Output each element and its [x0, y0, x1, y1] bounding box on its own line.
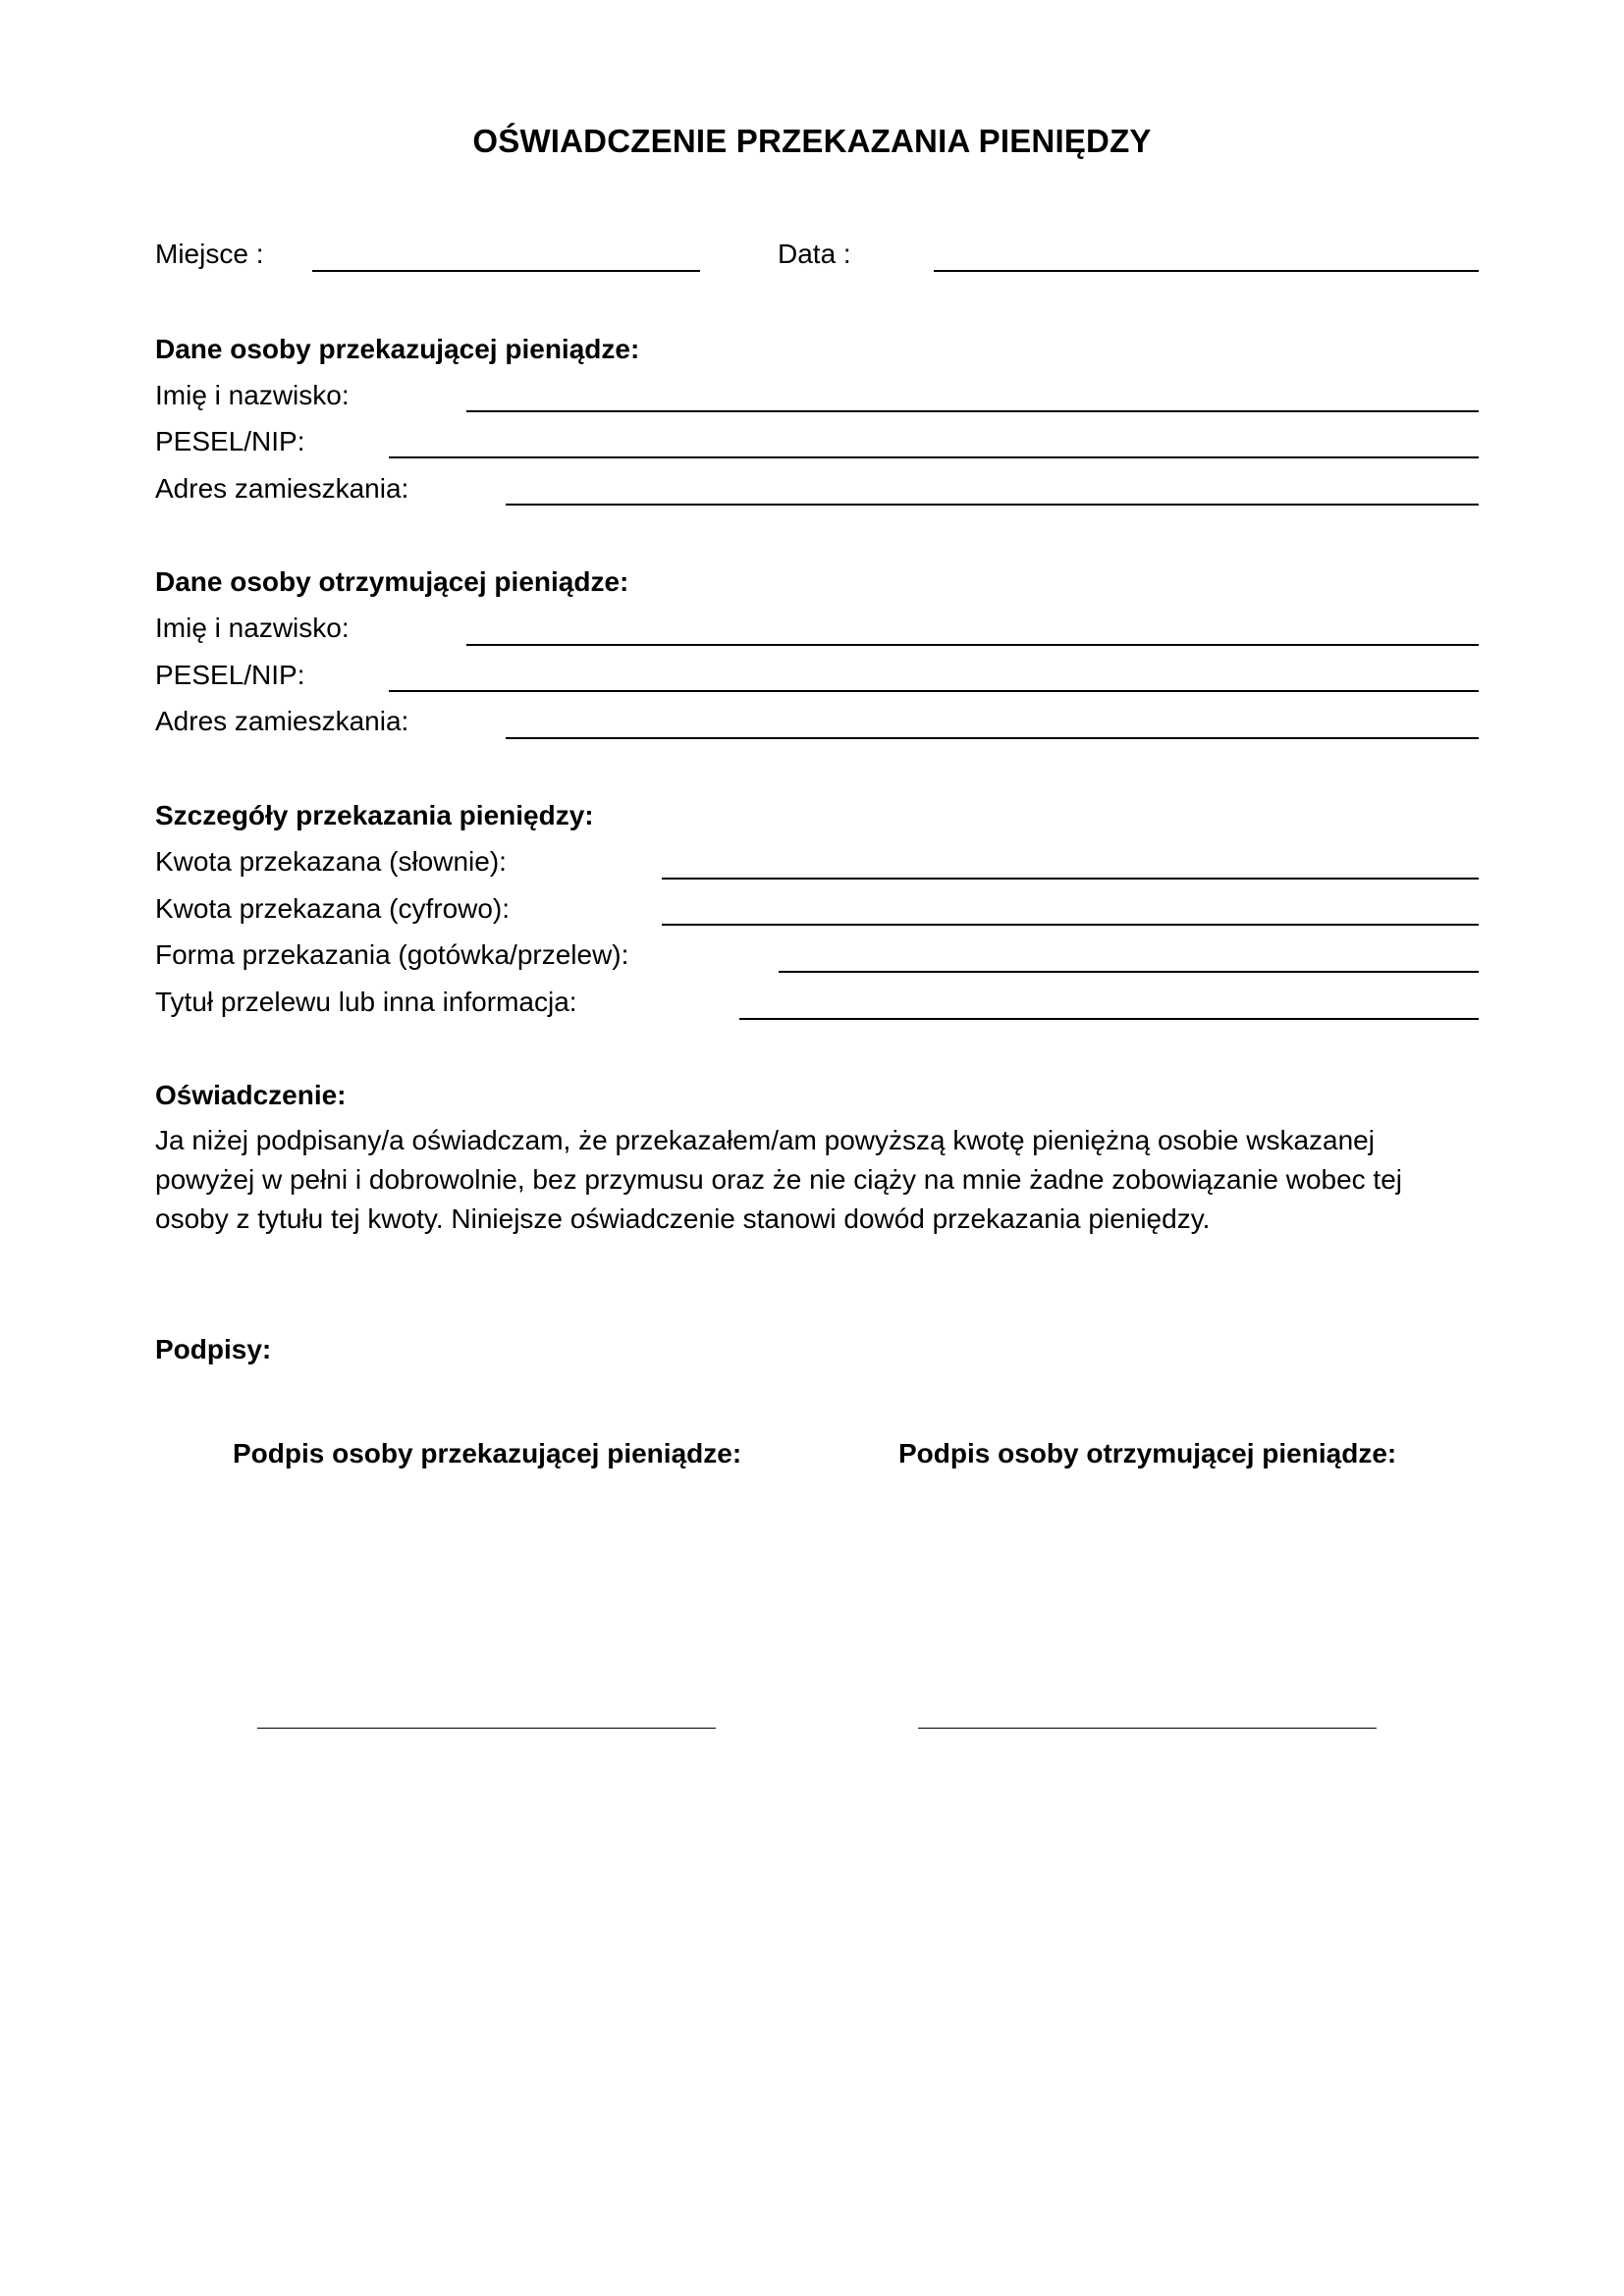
giver-section-heading: Dane osoby przekazującej pieniądze:	[155, 334, 640, 364]
transfer-title-field-line[interactable]	[739, 1018, 1479, 1020]
giver-signature-line[interactable]	[257, 1728, 716, 1729]
receiver-section-heading: Dane osoby otrzymującej pieniądze:	[155, 566, 629, 597]
receiver-name-label: Imię i nazwisko:	[155, 613, 350, 643]
details-section-heading: Szczegóły przekazania pieniędzy:	[155, 800, 594, 830]
receiver-address-field-line[interactable]	[506, 737, 1479, 739]
place-field-line[interactable]	[312, 270, 700, 272]
giver-signature-label: Podpis osoby przekazującej pieniądze:	[233, 1438, 742, 1468]
statement-text-line-1: Ja niżej podpisany/a oświadczam, że przekazałem/am powyższą kwotę pieniężną osobie wskazanej	[155, 1125, 1375, 1155]
document-title: OŚWIADCZENIE PRZEKAZANIA PIENIĘDZY	[472, 123, 1152, 159]
receiver-pesel-field-line[interactable]	[389, 690, 1479, 692]
statement-text-line-3: osoby z tytułu tej kwoty. Niniejsze oświadczenie stanowi dowód przekazania pieniędzy.	[155, 1203, 1211, 1234]
giver-pesel-label: PESEL/NIP:	[155, 426, 305, 456]
giver-name-label: Imię i nazwisko:	[155, 380, 350, 410]
amount-words-label: Kwota przekazana (słownie):	[155, 846, 507, 877]
statement-heading: Oświadczenie:	[155, 1080, 347, 1110]
giver-pesel-field-line[interactable]	[389, 456, 1479, 458]
transfer-form-field-line[interactable]	[779, 971, 1479, 973]
amount-words-field-line[interactable]	[662, 878, 1479, 880]
transfer-form-label: Forma przekazania (gotówka/przelew):	[155, 939, 629, 970]
date-field-line[interactable]	[934, 270, 1479, 272]
transfer-title-label: Tytuł przelewu lub inna informacja:	[155, 987, 577, 1017]
signatures-heading: Podpisy:	[155, 1334, 272, 1364]
receiver-signature-label: Podpis osoby otrzymującej pieniądze:	[898, 1438, 1397, 1468]
amount-digits-label: Kwota przekazana (cyfrowo):	[155, 893, 511, 924]
statement-text-line-2: powyżej w pełni i dobrowolnie, bez przymusu oraz że nie ciąży na mnie żadne zobowiązanie wobec tej	[155, 1164, 1403, 1195]
giver-name-field-line[interactable]	[466, 410, 1479, 412]
receiver-name-field-line[interactable]	[466, 644, 1479, 646]
date-label: Data :	[778, 239, 851, 269]
receiver-pesel-label: PESEL/NIP:	[155, 660, 305, 690]
giver-address-field-line[interactable]	[506, 504, 1479, 506]
receiver-signature-line[interactable]	[918, 1728, 1377, 1729]
place-label: Miejsce :	[155, 239, 264, 269]
giver-address-label: Adres zamieszkania:	[155, 473, 409, 504]
receiver-address-label: Adres zamieszkania:	[155, 706, 409, 736]
amount-digits-field-line[interactable]	[662, 924, 1479, 926]
